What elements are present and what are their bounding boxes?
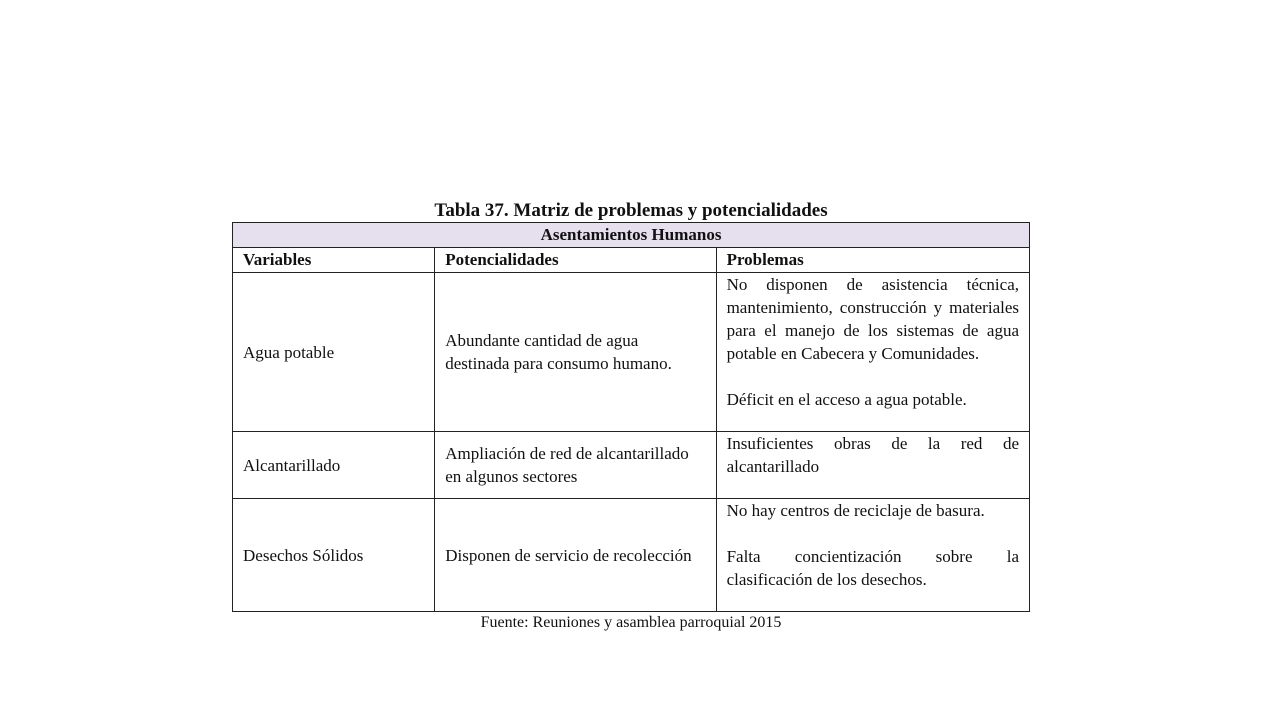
variable-cell: Agua potable <box>233 273 435 432</box>
document-page <box>232 200 1030 634</box>
problem-item: No hay centros de reciclaje de basura. <box>726 501 985 520</box>
header-problemas: Problemas <box>716 248 1029 273</box>
table-source: Fuente: Reuniones y asamblea parroquial 2015 <box>480 614 782 631</box>
problem-item: Déficit en el acceso a agua potable. <box>726 390 967 409</box>
potencialidad-cell: Abundante cantidad de agua destinada para consumo humano. <box>435 273 716 432</box>
table-row <box>233 432 1030 499</box>
problem-item: Falta concientización sobre la clasificación de los desechos. <box>726 547 1019 589</box>
potencialidad-cell: Disponen de servicio de recolección <box>435 499 716 612</box>
header-variables: Variables <box>233 248 435 273</box>
table-row <box>233 273 1030 432</box>
section-title: Asentamientos Humanos <box>233 223 1030 248</box>
problemas-cell <box>716 499 1029 612</box>
problemas-cell <box>716 273 1029 432</box>
column-header-row <box>233 248 1030 273</box>
table-row <box>233 499 1030 612</box>
problemas-cell <box>716 432 1029 499</box>
section-header-row <box>233 223 1030 248</box>
header-potencialidades: Potencialidades <box>435 248 716 273</box>
problem-item: Insuficientes obras de la red de alcantarillado <box>726 434 1019 476</box>
variable-cell: Desechos Sólidos <box>233 499 435 612</box>
table-caption: Tabla 37. Matriz de problemas y potencialidades <box>434 200 828 221</box>
problems-potentials-table <box>232 222 1030 612</box>
variable-cell: Alcantarillado <box>233 432 435 499</box>
potencialidad-cell: Ampliación de red de alcantarillado en algunos sectores <box>435 432 716 499</box>
problem-item: No disponen de asistencia técnica, mantenimiento, construcción y materiales para el manejo de los sistemas de agua potable en Cabecera y Comunidades. <box>726 275 1019 363</box>
